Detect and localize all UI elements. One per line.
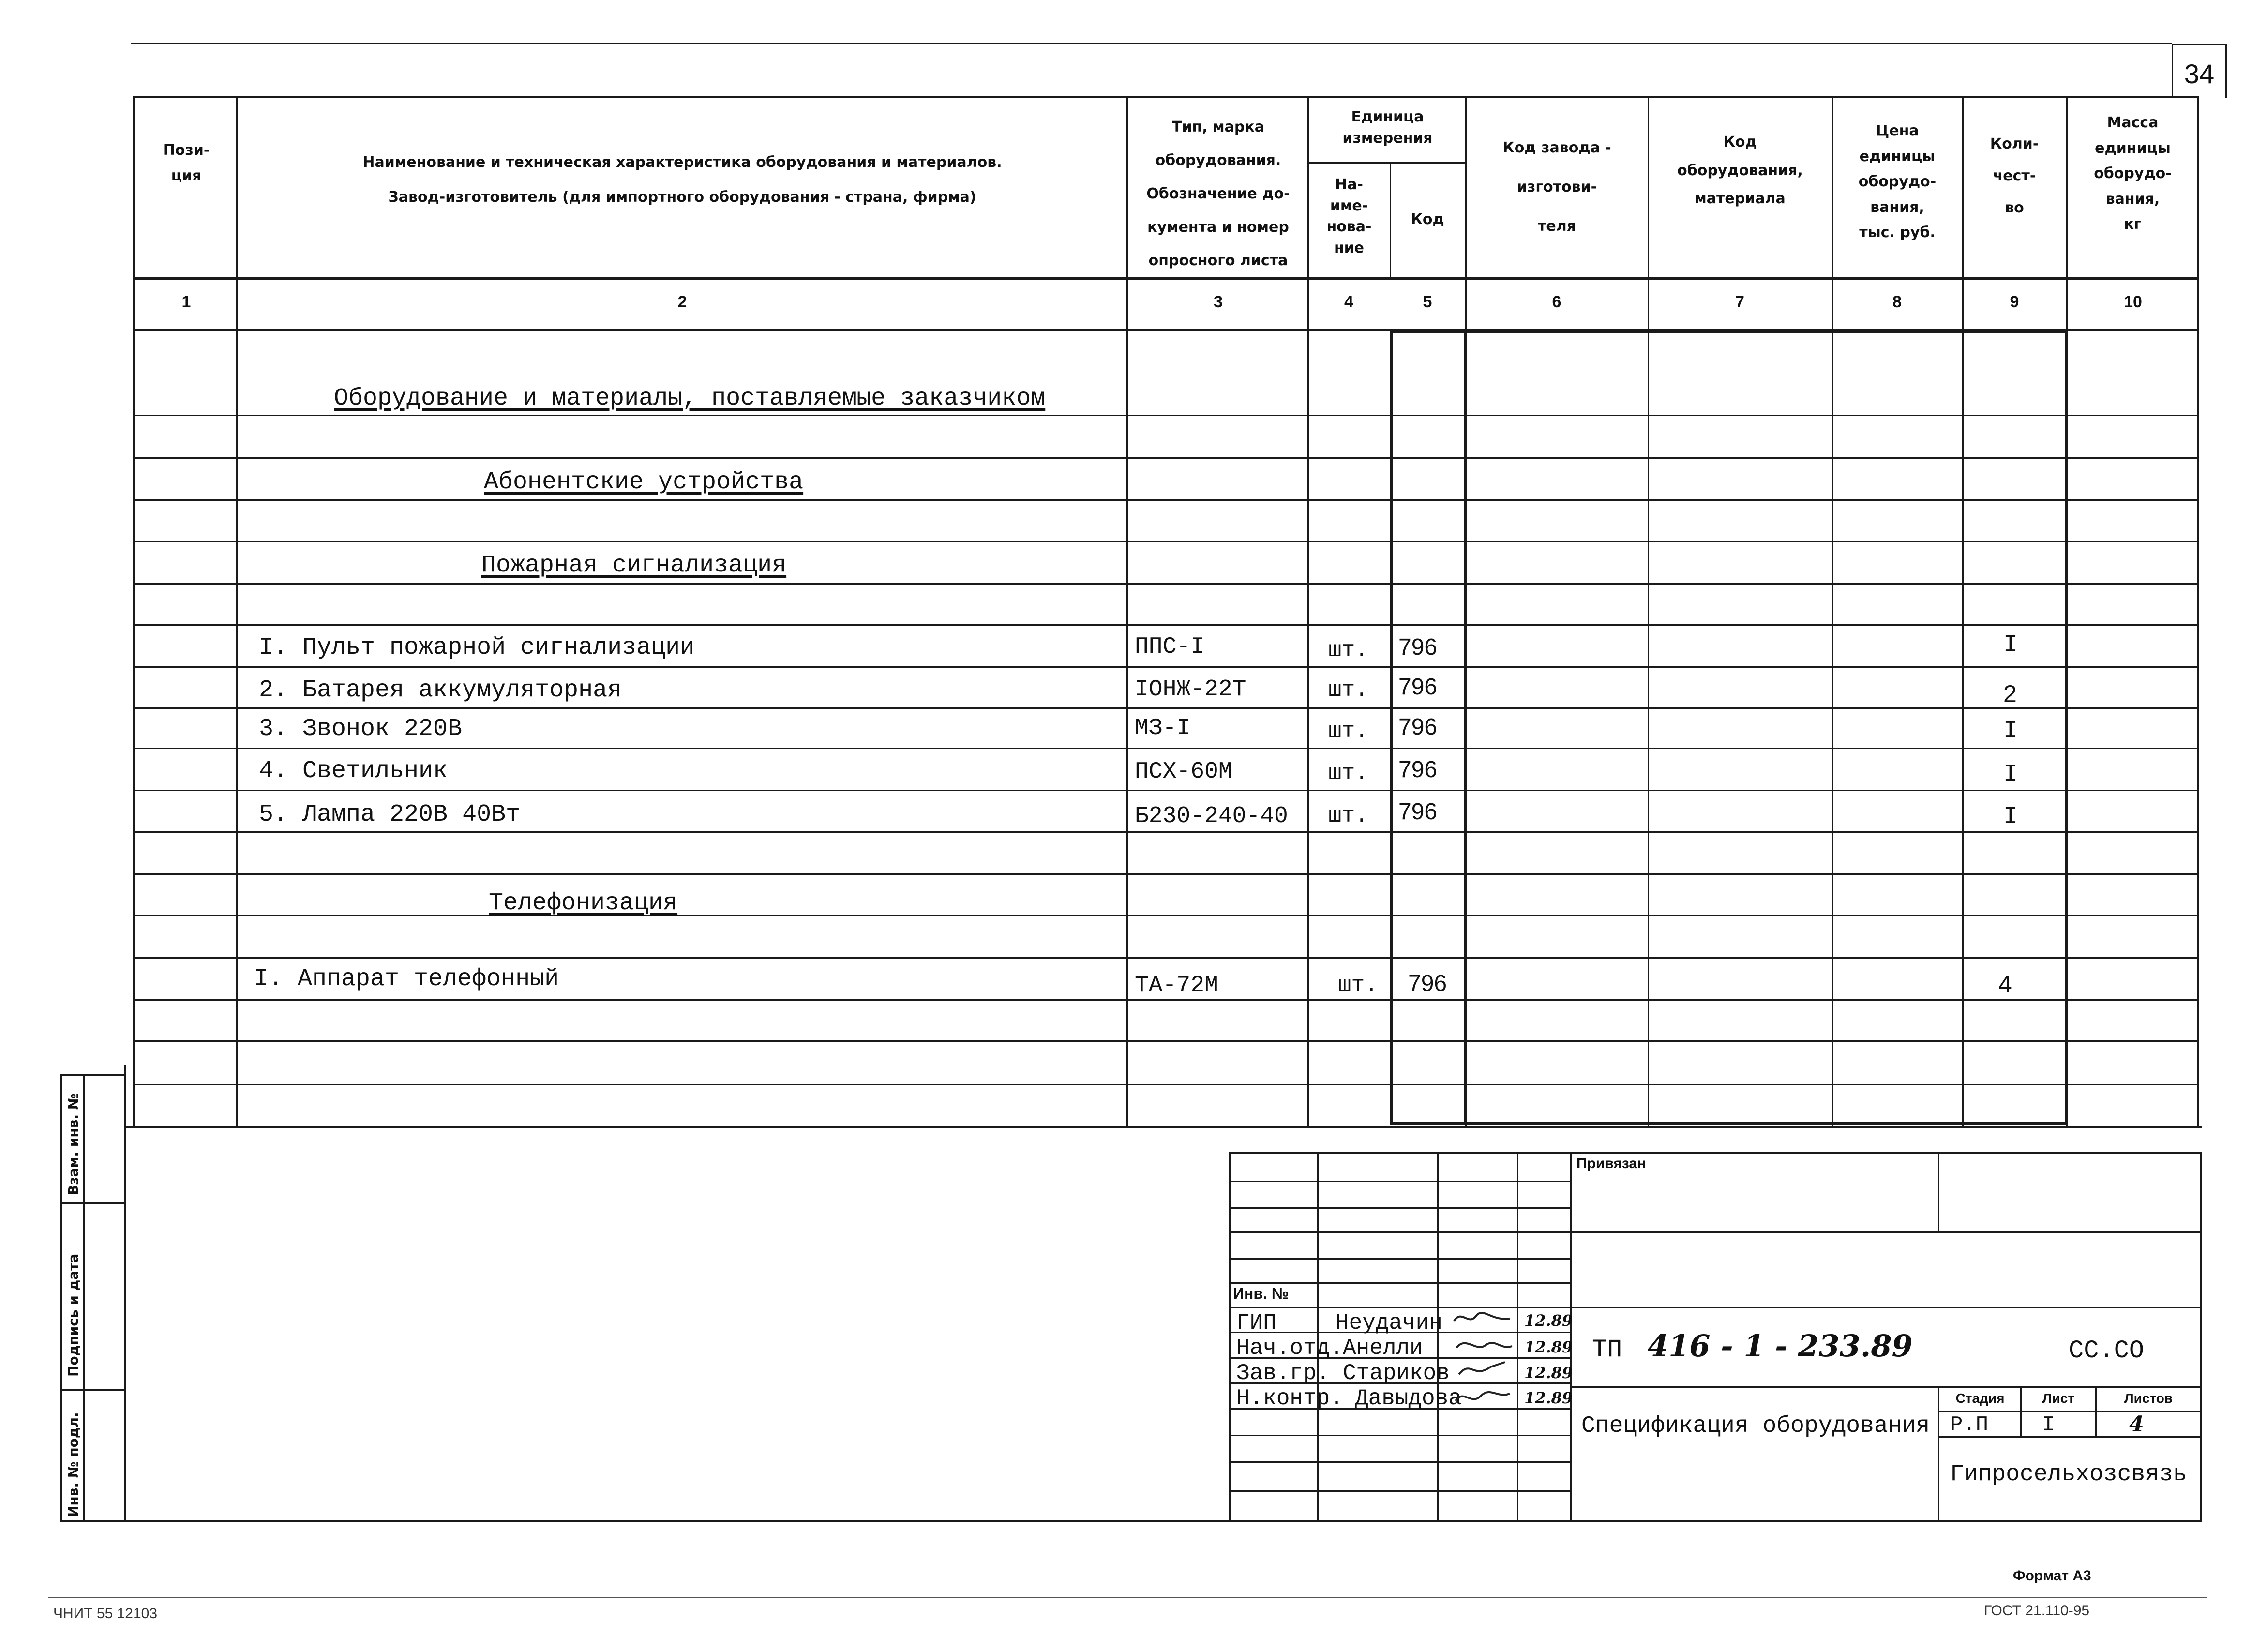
stamp-date: 12.89: [1524, 1311, 1573, 1330]
row-line: [133, 1084, 2199, 1085]
col-number: 1: [181, 293, 191, 311]
stamp-stage: Р.П: [1950, 1413, 1989, 1437]
item-code: 796: [1398, 799, 1438, 825]
item-type: Б230-240-40: [1135, 803, 1288, 829]
item-code: 796: [1398, 714, 1438, 740]
stamp-sheet-label: Лист: [2042, 1391, 2075, 1406]
lower-frame-top: [126, 1126, 2202, 1128]
row-line: [133, 666, 2199, 668]
item-type: ТА-72М: [1135, 973, 1218, 999]
side-strip-sep: [60, 1202, 125, 1204]
row-line: [133, 915, 2199, 916]
item-type: ПСХ-60М: [1135, 759, 1232, 785]
section-heading: Оборудование и материалы, поставляемые заказчиком: [334, 385, 1046, 412]
side-strip-sep: [60, 1389, 125, 1391]
stamp-role: Зав.гр.: [1236, 1361, 1330, 1386]
item-qty: I: [2003, 761, 2018, 788]
stamp-person-name: Анелли: [1343, 1336, 1423, 1361]
col-number: 2: [677, 293, 687, 311]
item-code: 796: [1408, 971, 1447, 996]
stamp-date: 12.89: [1524, 1389, 1573, 1407]
stamp-sheets-label: Листов: [2124, 1391, 2173, 1406]
col-number: 8: [1892, 293, 1902, 311]
stamp-row-line: [1229, 1181, 1571, 1182]
stamp-stage-label: Стадия: [1955, 1391, 2005, 1406]
row-line: [133, 707, 2199, 709]
item-qty: I: [2003, 717, 2018, 745]
header-bottom: [133, 277, 2199, 280]
item-qty: I: [2003, 803, 2018, 831]
footer-format: Формат А3: [2013, 1568, 2091, 1584]
footer-rule: [48, 1597, 2207, 1598]
row-line: [133, 541, 2199, 542]
stamp-doc-code: СС.СО: [2069, 1337, 2145, 1365]
thick-frame: [1390, 330, 2068, 1125]
item-unit: шт.: [1338, 973, 1378, 998]
item-name: 2. Батарея аккумуляторная: [259, 676, 622, 704]
col-number: 10: [2124, 293, 2142, 311]
item-code: 796: [1398, 674, 1438, 700]
item-unit: шт.: [1328, 638, 1368, 663]
top-rule: [131, 43, 2172, 44]
signature-image: [1452, 1307, 1515, 1413]
stamp-line: [1938, 1386, 1939, 1522]
stamp-person-name: Неудачин: [1336, 1310, 1442, 1336]
header-unit-group: Единица измерения: [1342, 108, 1433, 147]
header-position: Пози- ция: [163, 142, 210, 184]
header-price: Цена единицы оборудо- вания, тыс. руб.: [1858, 122, 1937, 241]
side-label-replaced-inv: Взам. инв. №: [65, 1093, 81, 1195]
stamp-line: [1571, 1231, 2202, 1233]
row-line: [133, 873, 2199, 875]
stamp-person-name: Стариков: [1343, 1361, 1450, 1386]
footer-right-code: ГОСТ 21.110-95: [1984, 1603, 2090, 1619]
header-quantity: Коли- чест- во: [1990, 135, 2039, 216]
col-number: 9: [2010, 293, 2019, 311]
row-line: [133, 1040, 2199, 1042]
stamp-row-line: [1229, 1207, 1571, 1209]
header-name: Наименование и техническая характеристика оборудования и материалов. Завод-изготовитель (для импортного оборудования - страна, фирма): [362, 154, 1002, 206]
row-line: [133, 957, 2199, 959]
item-unit: шт.: [1328, 803, 1368, 828]
stamp-line: [2095, 1386, 2097, 1436]
footer-left-code: ЧНИТ 55 12103: [53, 1606, 158, 1622]
section-heading: Абонентские устройства: [484, 468, 804, 496]
stamp-row-line: [1229, 1231, 1571, 1233]
row-line: [133, 748, 2199, 749]
section-heading: Телефонизация: [489, 889, 678, 917]
row-line: [133, 499, 2199, 501]
item-type: МЗ-I: [1135, 715, 1191, 741]
item-code: 796: [1398, 757, 1438, 782]
header-mass: Масса единицы оборудо- вания, кг: [2094, 114, 2172, 233]
item-code: 796: [1398, 634, 1438, 660]
stamp-role: ГИП: [1236, 1310, 1276, 1336]
col-line: [1126, 96, 1128, 1126]
stamp-line: [1938, 1411, 2202, 1412]
stamp-line: [1938, 1152, 1939, 1231]
col-number: 5: [1423, 293, 1432, 311]
stamp-line: [2020, 1386, 2022, 1436]
row-line: [133, 457, 2199, 459]
header-unit-code: Код: [1411, 211, 1444, 228]
item-name: I. Пульт пожарной сигнализации: [259, 634, 695, 661]
row-line: [133, 999, 2199, 1001]
item-name: 4. Светильник: [259, 757, 448, 785]
stamp-date: 12.89: [1524, 1364, 1573, 1382]
col-number: 7: [1735, 293, 1744, 311]
stamp-person-name: Давыдова: [1355, 1386, 1462, 1411]
stamp-row-line: [1229, 1461, 1571, 1463]
item-qty: I: [2003, 631, 2018, 659]
col-number: 4: [1344, 293, 1353, 311]
stamp-line: [1571, 1386, 2202, 1388]
stamp-row-line: [1229, 1258, 1571, 1260]
page-number: 34: [2184, 59, 2215, 89]
col-number: 6: [1552, 293, 1561, 311]
item-qty: 4: [1998, 971, 2012, 998]
header-type: Тип, марка оборудования. Обозначение до- кумента и номер опросного листа: [1146, 119, 1290, 269]
item-name: 3. Звонок 220В: [259, 715, 463, 743]
numbers-bottom: [133, 329, 2199, 331]
stamp-date: 12.89: [1524, 1338, 1573, 1356]
item-type: ППС-I: [1135, 634, 1205, 660]
row-line: [133, 831, 2199, 833]
stamp-doc-prefix: ТП: [1592, 1336, 1622, 1364]
side-strip-divider: [83, 1074, 85, 1522]
item-name: I. Аппарат телефонный: [254, 965, 559, 993]
item-unit: шт.: [1328, 719, 1368, 744]
side-label-original-inv: Инв. № подл.: [65, 1412, 81, 1517]
thick-col-line: [1464, 330, 1467, 1125]
row-line: [133, 790, 2199, 791]
row-line: [133, 415, 2199, 416]
section-heading: Пожарная сигнализация: [481, 552, 787, 579]
stamp-inv-no: Инв. №: [1233, 1285, 1289, 1302]
item-type: IОНЖ-22Т: [1135, 676, 1246, 703]
row-line: [133, 583, 2199, 585]
col-number: 3: [1214, 293, 1223, 311]
unit-divider: [1307, 162, 1465, 164]
stamp-privyazan: Привязан: [1576, 1156, 1646, 1171]
stamp-row-line: [1229, 1307, 1571, 1308]
stamp-doc-number: 416 - 1 - 233.89: [1648, 1328, 1913, 1364]
stamp-row-line: [1229, 1435, 1571, 1436]
item-unit: шт.: [1328, 677, 1368, 703]
stamp-sheets: 4: [2129, 1412, 2144, 1437]
stamp-row-line: [1229, 1490, 1571, 1492]
stamp-sheet: I: [2042, 1413, 2055, 1437]
header-equipment-code: Код оборудования, материала: [1677, 134, 1803, 207]
lower-frame-bottom: [60, 1520, 1234, 1522]
item-unit: шт.: [1328, 761, 1368, 786]
stamp-role: Нач.отд.: [1236, 1336, 1343, 1361]
header-factory-code: Код завода - изготови- теля: [1502, 139, 1611, 235]
stamp-title: Спецификация оборудования: [1581, 1413, 1930, 1439]
item-qty: 2: [2003, 680, 2017, 707]
col-line: [236, 96, 238, 1126]
stamp-role: Н.контр.: [1236, 1386, 1343, 1411]
stamp-org: Гипросельхозсвязь: [1950, 1461, 2187, 1487]
row-line: [133, 624, 2199, 626]
stamp-line: [1571, 1307, 2202, 1308]
header-unit-name: На- име- нова- ние: [1326, 176, 1372, 256]
stamp-row-line: [1229, 1282, 1571, 1284]
item-name: 5. Лампа 220В 40Вт: [259, 801, 521, 828]
side-label-signature-date: Подпись и дата: [65, 1253, 81, 1377]
